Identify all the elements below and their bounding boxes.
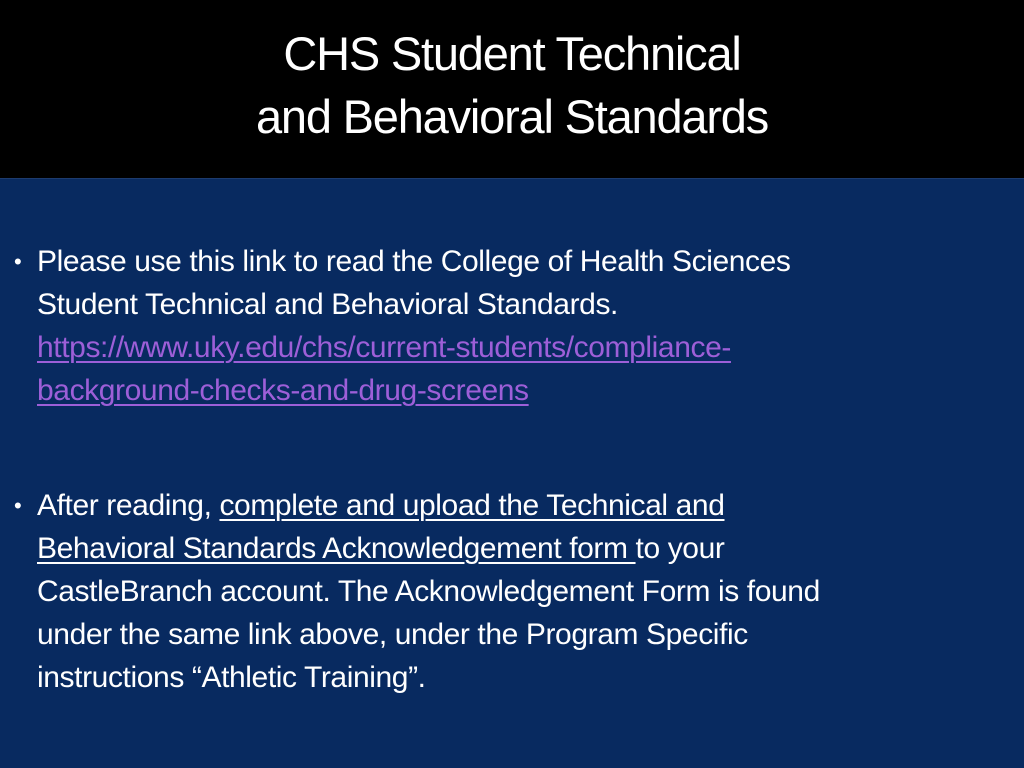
bullet-item-upload-instructions [14, 484, 1014, 699]
text-suffix: to your [635, 532, 725, 565]
bullet-text-line: Please use this link to read the College of Health Sciences [37, 245, 791, 278]
underlined-emphasis: complete and upload the Technical and [219, 489, 725, 522]
bullet-text-line: instructions “Athletic Training”. [37, 661, 426, 694]
bullet-text-line [37, 484, 1014, 527]
bullet-text-line: Student Technical and Behavioral Standards. [37, 288, 618, 321]
text-prefix: After reading, [37, 489, 220, 522]
link-line-2[interactable]: background-checks-and-drug-screens [37, 374, 529, 407]
bullet-text-line [37, 527, 1014, 570]
bullet-item-link-instructions [14, 240, 1014, 412]
underlined-emphasis: Behavioral Standards Acknowledgement form [37, 532, 636, 565]
link-line-1[interactable]: https://www.uky.edu/chs/current-students/compliance- [37, 331, 731, 364]
standards-link[interactable] [37, 326, 1014, 412]
bullet-icon: • [14, 249, 22, 274]
bullet-text-line: CastleBranch account. The Acknowledgement Form is found [37, 575, 820, 608]
title-line-2: and Behavioral Standards [255, 90, 769, 143]
slide-title [0, 22, 1024, 148]
bullet-icon: • [14, 493, 22, 518]
slide-body [14, 240, 1014, 699]
bullet-text-line: under the same link above, under the Program Specific [37, 618, 748, 651]
title-bar [0, 0, 1024, 179]
title-line-1: CHS Student Technical [283, 27, 741, 80]
